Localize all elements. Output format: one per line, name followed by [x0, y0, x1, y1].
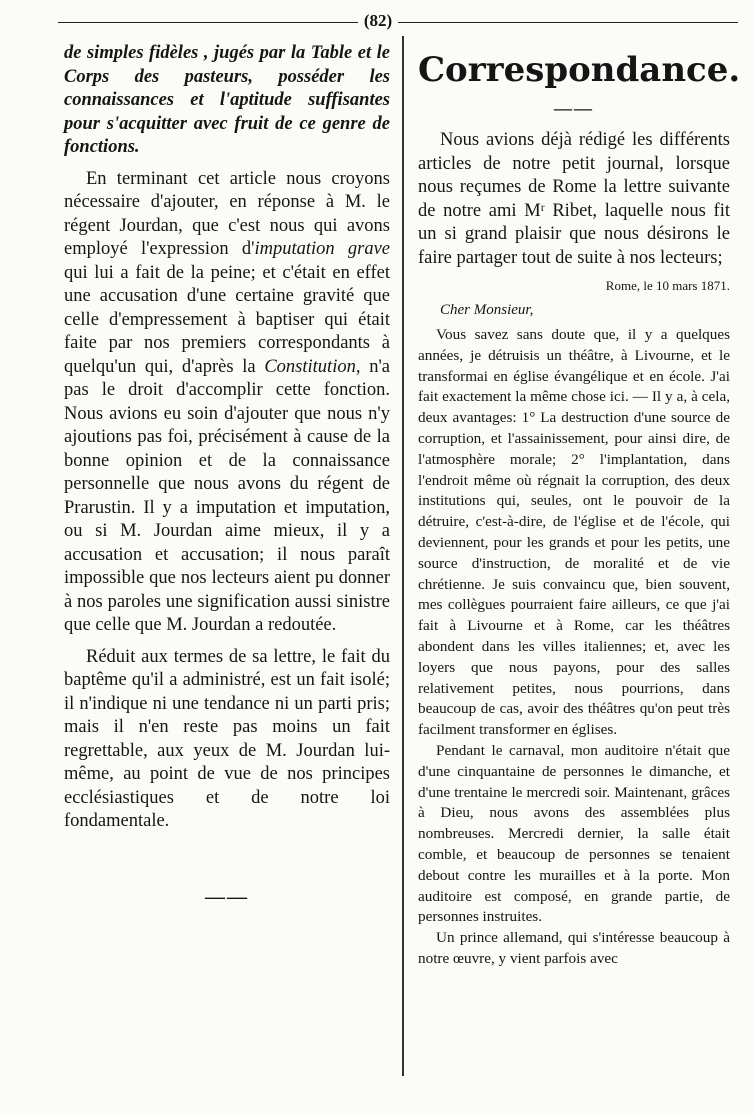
- left-paragraph-1-emphasis-b: Constitution: [264, 356, 356, 377]
- title-separator: ——: [554, 98, 594, 118]
- header-rule-right: [398, 22, 738, 23]
- page-number: (82): [363, 11, 393, 30]
- left-paragraph-1-text-b: qui lui a fait de la peine; et c'était en effet une accusation d'une certaine gravité que celle d'empressement à baptiser qui était faite par nos premiers correspondants à quelqu'un qui, d'après la: [64, 262, 390, 377]
- left-paragraph-2: Réduit aux termes de sa lettre, le fait du baptême qu'il a administré, est un fait isolé; il n'indique ni une tendance ni un parti pris; mais il n'en reste pas moins un fait regrettable, aux yeux de M. Jourdan lui-même, au point de vue de nos principes ecclésiastiques et de notre loi fondamentale.: [64, 646, 390, 831]
- header-rule-left: [58, 22, 358, 23]
- letter-salutation: Cher Monsieur,: [440, 302, 534, 318]
- letter-paragraph-2: Pendant le carnaval, mon auditoire n'était que d'une cinquantaine de personnes le dimanche, et d'une trentaine le mercredi soir. Maintenant, grâces à Dieu, nous avons des assemblées plus nombreuses. Mercredi dernier, la salle était comble, et beaucoup de personnes se tenaient debout contre les murailles et à la porte. Mon auditoire est composé, en grande partie, de personnes instruites.: [418, 741, 730, 926]
- left-intro-italic: de simples fidèles , jugés par la Table et le Corps des pasteurs, posséder les connaissances et l'aptitude suffisantes pour s'acquitter avec fruit de ce genre de fonctions.: [64, 43, 390, 157]
- left-end-separator: ——: [205, 885, 249, 908]
- left-paragraph-1-text-a: En terminant cet article nous croyons nécessaire d'ajouter, en réponse à M. le régent Jourdan, que c'est nous qui avons employé l'expression d': [64, 168, 390, 259]
- left-paragraph-1: [64, 168, 390, 638]
- left-paragraph-1-text-c: , n'a pas le droit d'accomplir cette fonction. Nous avions eu soin d'ajouter que nous n'y ajoutions pas foi, précisément à cause de la bonne opinion et de la connaissance personnelle que nous avons du régent de Prarustin. Il y a imputation et imputation, ou si M. Jourdan aime mieux, il y a accusation et accusation; il nous paraît impossible que nos lecteurs aient pu donner à nos paroles une signification aussi sinistre que celle que M. Jourdan a redoutée.: [64, 356, 390, 635]
- left-paragraph-1-emphasis-a: imputation grave: [254, 239, 390, 259]
- section-title: Correspondance.: [418, 50, 741, 90]
- correspondence-intro: Nous avions déjà rédigé les différents articles de notre petit journal, lorsque nous reçumes de Rome la lettre suivante de notre ami Mʳ Ribet, laquelle nous fit un si grand plaisir que nous désirons le faire partager tout de suite à nos lecteurs;: [418, 130, 730, 268]
- letter-dateline: Rome, le 10 mars 1871.: [605, 278, 730, 293]
- column-divider: [402, 36, 404, 1076]
- letter-paragraph-1: Vous savez sans doute que, il y a quelques années, je détruisis un théâtre, à Livourne, et le transformai en église évangélique et en école. J'ai fait exactement la même chose ici. — Il y a, à cela, deux avantages: 1° La destruction d'une source de corruption, et l'assainissement, pour ainsi dire, de l'atmosphère morale; 2° l'implantation, dans l'endroit même où régnait la corruption, des deux institutions qui, seules, ont le pouvoir de la détruire, c'est-à-dire, de l'église et de l'école, qui deviennent, pour les grands et pour les petits, une source d'instruction, de moralité et de vie chrétienne. Je suis convaincu que, bien souvent, mes collègues pourraient faire ailleurs, ce que j'ai fait à Livourne et à Rome, car les théâtres abondent dans les villes italiennes; et, avec les loyers que nous payons, pour des salles relativement petites, nous pourrions, dans beaucoup de cas, avoir des théâtres qu'on peut très facilment transformer en églises.: [418, 326, 730, 739]
- left-column: [64, 42, 390, 909]
- right-column: [418, 42, 741, 970]
- letter-paragraph-3: Un prince allemand, qui s'intéresse beaucoup à notre œuvre, y vient parfois avec: [418, 929, 730, 967]
